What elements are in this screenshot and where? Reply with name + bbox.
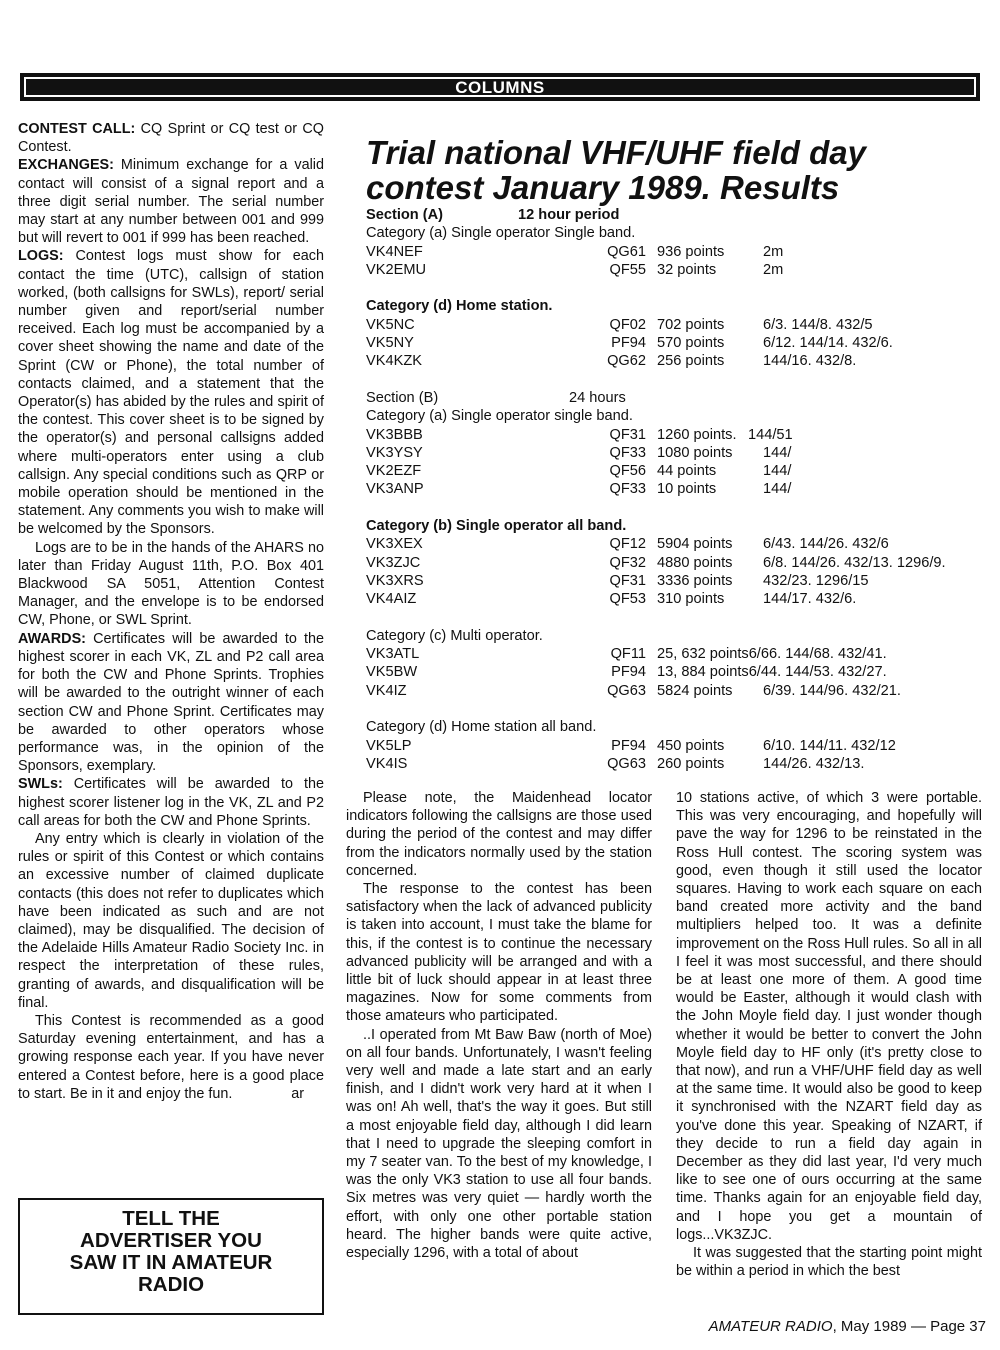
- locator: QG62: [607, 353, 646, 370]
- points: 260 points: [657, 755, 725, 772]
- points: 256 points: [657, 353, 725, 370]
- callsign: VK4IZ: [366, 682, 407, 699]
- footer-magazine: AMATEUR RADIO: [708, 1318, 833, 1335]
- paragraph-text: Certificates will be awarded to the highest scorer listener log in the VK, ZL and P2 call areas for both the CW and Phone Sprints.: [18, 776, 324, 829]
- band-scores: 6/10. 144/11. 432/12: [763, 737, 896, 754]
- band-scores: 144/: [763, 463, 792, 480]
- result-row: [366, 590, 986, 608]
- locator: QF55: [609, 261, 646, 278]
- points: 44 points: [657, 463, 717, 480]
- paragraph-lead: EXCHANGES:: [18, 157, 114, 174]
- result-row: [366, 462, 986, 480]
- result-row: [366, 663, 986, 681]
- locator: PF94: [611, 664, 646, 681]
- article-headline: [366, 135, 986, 205]
- band-scores: 144/16. 432/8.: [763, 353, 857, 370]
- results-table: [366, 206, 986, 773]
- result-row: [366, 572, 986, 590]
- paragraph-lead: LOGS:: [18, 248, 64, 265]
- locator: QF11: [610, 646, 646, 663]
- right-paragraph: 10 stations active, of which 3 were portable. This was very encouraging, and hopefully will pave the way for 1296 to be reinstated in the Ross Hull contest. The scoring system was good, even though it still used the locator squares. Having to work each square on each band created more activity and the band multipliers helped too. It was a definite improvement on the Ross Hull rules. So all in all I feel it was most successful, and there should be at least one more of them. A good time would be Easter, although it would clash with the John Moyle field day. I just wonder though whether it would be better to convert the John Moyle field day to HF only (it's pretty close to that now), and run a VHF/UHF field day as well at the same time. It would also be good to keep it synchronised with the NZART field day as you've done this year. Speaking of NZART, if they decide to run a field day again in December as they did last year, I'd very much like to see one of ours occurring at the same time. Thanks again for an enjoyable field day, and I hope you get a mountain of logs...VK3ZJC.: [676, 790, 982, 1243]
- callsign: VK4KZK: [366, 353, 422, 370]
- middle-paragraph: Please note, the Maidenhead locator indicators following the callsigns are those used during the period of the contest and may differ from the indicators normally used by the station concerned.: [346, 790, 652, 879]
- locator: PF94: [611, 737, 646, 754]
- points: 4880 points: [657, 554, 733, 571]
- left-paragraph: [18, 830, 324, 1012]
- locator: QG63: [607, 755, 646, 772]
- result-row: [366, 334, 986, 352]
- band-scores: 6/43. 144/26. 432/6: [763, 536, 889, 553]
- paragraph-text: CQ Sprint or CQ test or CQ Contest.: [18, 121, 324, 156]
- ad-line: ADVERTISER YOU: [80, 1229, 262, 1252]
- locator: PF94: [611, 335, 646, 352]
- callsign: VK5LP: [366, 737, 412, 754]
- callsign: VK3YSY: [366, 444, 423, 461]
- left-column: [18, 120, 324, 1103]
- locator: QF31: [609, 426, 646, 443]
- band-scores: 144/: [763, 444, 792, 461]
- callsign: VK5BW: [366, 664, 418, 681]
- paragraph-lead: AWARDS:: [18, 630, 86, 647]
- advertiser-box: [18, 1198, 324, 1315]
- locator: QF32: [609, 554, 646, 571]
- result-row: [366, 480, 986, 498]
- callsign: VK3ATL: [366, 646, 420, 663]
- ad-line: SAW IT IN AMATEUR: [69, 1251, 273, 1274]
- columns-banner: [20, 73, 980, 101]
- callsign: VK3ANP: [366, 481, 424, 498]
- band-scores: 6/39. 144/96. 432/21.: [763, 682, 901, 699]
- section-label: Section (A): [366, 207, 444, 223]
- result-row: [366, 426, 986, 444]
- right-column: [676, 789, 982, 1280]
- points: 702 points: [657, 316, 725, 333]
- band-scores: 6/12. 144/14. 432/6.: [763, 335, 893, 352]
- band-scores: 144/51: [748, 426, 793, 443]
- left-paragraph: [18, 630, 324, 776]
- callsign: VK3ZJC: [366, 554, 421, 571]
- section-heading: [366, 389, 986, 407]
- middle-column: [346, 789, 652, 1262]
- band-scores: 6/8. 144/26. 432/13. 1296/9.: [763, 554, 946, 571]
- result-row: [366, 535, 986, 553]
- ad-line: RADIO: [137, 1273, 205, 1296]
- category-heading: Category (a) Single operator single band.: [366, 408, 633, 425]
- middle-paragraph: The response to the contest has been satisfactory when the lack of advanced publicity is taken into account, I must take the blame for this, if the contest is to continue the necessary advanced publicity will be arranged and with a little bit of luck should appear in at least three magazines. Now for some comments from those amateurs who participated.: [346, 881, 652, 1025]
- middle-paragraph: ..I operated from Mt Baw Baw (north of Moe) on all four bands. Unfortunately, I wasn't feeling very well and made a late start and an early finish, and I didn't work very hard at it when I was on! Ah well, that's the way it goes. But still a most enjoyable field day, although I did learn that I need to upgrade the sleeping comfort in my 7 seater van. To the best of my knowledge, I was the only VK3 station to use all four bands. Six metres was very quiet — hardly worth the effort, with only one other portable station heard. The higher bands were quite active, especially 1296, with a total of about: [346, 1026, 652, 1262]
- result-row: [366, 243, 986, 261]
- band-scores: 144/: [763, 481, 792, 498]
- points: 10 points: [657, 481, 717, 498]
- category-heading: Category (d) Home station all band.: [366, 719, 597, 736]
- callsign: VK4NEF: [366, 243, 423, 260]
- category-heading: Category (d) Home station.: [366, 298, 553, 315]
- left-paragraph: [18, 539, 324, 630]
- points: 13, 884 points6/44. 144/53. 432/27.: [657, 664, 887, 681]
- result-row: [366, 645, 986, 663]
- result-row: [366, 737, 986, 755]
- locator: QF53: [609, 591, 646, 608]
- points: 3336 points: [657, 572, 733, 589]
- category-heading: Category (b) Single operator all band.: [366, 518, 627, 535]
- locator: QF56: [609, 463, 646, 480]
- locator: QF31: [609, 572, 646, 589]
- headline-line-2: contest January 1989. Results: [366, 169, 840, 206]
- result-row: [366, 444, 986, 462]
- paragraph-text: This Contest is recommended as a good Saturday evening entertainment, and has a growing response each year. If you have never entered a Contest before, here is a good place to start. Be in it and enjoy the fun.: [18, 1012, 324, 1102]
- points: 936 points: [657, 243, 725, 260]
- result-row: [366, 316, 986, 334]
- locator: QF12: [609, 536, 646, 553]
- section-period: 12 hour period: [518, 207, 620, 223]
- callsign: VK4AIZ: [366, 591, 417, 608]
- headline-line-1: Trial national VHF/UHF field day: [366, 134, 866, 171]
- points: 5904 points: [657, 536, 733, 553]
- section-heading: [366, 206, 986, 224]
- locator: QG61: [607, 243, 646, 260]
- band-scores: 2m: [763, 243, 784, 260]
- ad-line: TELL THE: [122, 1207, 220, 1230]
- callsign: VK4IS: [366, 755, 408, 772]
- points: 32 points: [657, 261, 717, 278]
- band-scores: 144/26. 432/13.: [763, 755, 865, 772]
- callsign: VK2EZF: [366, 463, 422, 480]
- band-scores: 144/17. 432/6.: [763, 591, 857, 608]
- callsign: VK5NC: [366, 316, 415, 333]
- left-paragraph: [18, 247, 324, 538]
- points: 570 points: [657, 335, 725, 352]
- paragraph-text: Contest logs must show for each contact the time (UTC), callsign of station worked, (both callsigns for SWLs), report/ serial number given and report/serial number received. Each log must be accompanied by a cover sheet showing the name and date of the Sprint (CW or Phone), the total number of contacts claimed, and a statement that the Operator(s) has abided by the rules and spirit of the contest. This cover sheet is to be signed by the operator(s) and personal callsigns added where multi-operators enter using a club callsign. Any special conditions such as QRP or mobile operation should be mentioned in the statement. Any comments you wish to make will be welcomed by the Sponsors.: [18, 248, 324, 538]
- band-scores: 432/23. 1296/15: [763, 572, 869, 589]
- left-paragraph: [18, 120, 324, 156]
- callsign: VK3XEX: [366, 536, 423, 553]
- callsign: VK3XRS: [366, 572, 424, 589]
- category-heading: Category (c) Multi operator.: [366, 627, 543, 644]
- result-row: [366, 554, 986, 572]
- result-row: [366, 755, 986, 773]
- points: 450 points: [657, 737, 725, 754]
- locator: QF33: [609, 444, 646, 461]
- locator: QF02: [609, 316, 646, 333]
- left-paragraph: [18, 1012, 324, 1103]
- category-heading: Category (a) Single operator Single band.: [366, 225, 636, 242]
- locator: QG63: [607, 682, 646, 699]
- paragraph-text: Certificates will be awarded to the highest scorer in each VK, ZL and P2 call area for both the CW and Phone Sprints. Trophies will be awarded to the outright winner of each section CW and Phone Sprint. Certificates may be awarded to other operators whose performance was, in the opinion of the Sponsors, exemplary.: [18, 630, 324, 775]
- callsign: VK3BBB: [366, 426, 423, 443]
- page-footer: [676, 1318, 986, 1335]
- band-scores: 6/3. 144/8. 432/5: [763, 316, 873, 333]
- left-paragraph: [18, 156, 324, 247]
- paragraph-lead: SWLs:: [18, 776, 63, 793]
- callsign: VK2EMU: [366, 261, 427, 278]
- result-row: [366, 261, 986, 279]
- left-paragraph: [18, 775, 324, 830]
- points: 5824 points: [657, 682, 733, 699]
- signoff: ar: [291, 1085, 304, 1102]
- paragraph-text: Minimum exchange for a valid contact will consist of a signal report and a three digit serial number. The serial number may start at any number between 001 and 999 but will revert to 001 if 999 has been reached.: [18, 157, 324, 247]
- result-row: [366, 682, 986, 700]
- points: 1260 points.: [657, 426, 737, 443]
- points: 25, 632 points6/66. 144/68. 432/41.: [657, 646, 887, 663]
- paragraph-text: Logs are to be in the hands of the AHARS no later than Friday August 11th, P.O. Box 401 Blackwood SA 5051, Attention Contest Manager, and the envelope is to be endorsed CW, Phone, or SWL Sprint.: [18, 539, 324, 629]
- paragraph-lead: CONTEST CALL:: [18, 121, 136, 137]
- points: 1080 points: [657, 444, 733, 461]
- banner-title: COLUMNS: [24, 77, 976, 97]
- result-row: [366, 352, 986, 370]
- right-paragraph: It was suggested that the starting point might be within a period in which the best: [676, 1245, 982, 1280]
- band-scores: 2m: [763, 261, 784, 278]
- locator: QF33: [609, 481, 646, 498]
- section-period: 24 hours: [569, 389, 626, 406]
- paragraph-text: Any entry which is clearly in violation of the rules or spirit of this Contest or which contains an excessive number of claimed duplicate contacts (this does not refer to duplicates which have been indicated as such and are not claimed), may be disqualified. The decision of the Adelaide Hills Amateur Radio Society Inc. in respect the interpretation of these rules, granting of awards, and disqualification will be final.: [18, 830, 324, 1011]
- points: 310 points: [657, 591, 725, 608]
- callsign: VK5NY: [366, 335, 414, 352]
- footer-date-page: , May 1989 — Page 37: [832, 1318, 986, 1335]
- section-label: Section (B): [366, 389, 439, 406]
